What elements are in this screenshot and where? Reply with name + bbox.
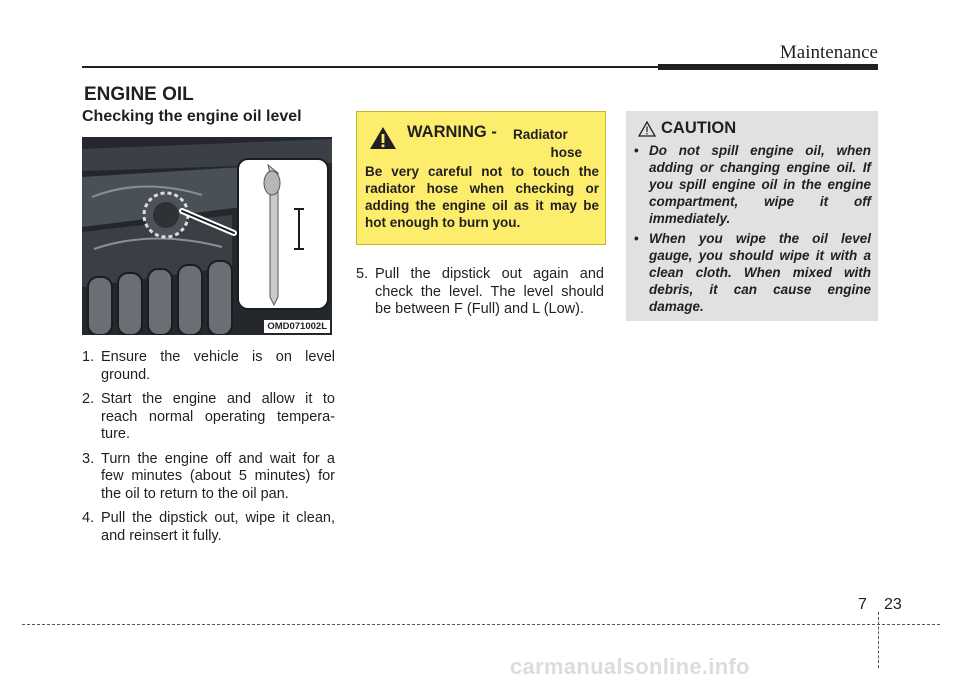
caution-box [626, 111, 878, 321]
page-number: 23 [884, 596, 902, 613]
caution-item: • Do not spill engine oil, when adding or changing engine oil. If you spill engine oil in the engine compartment, wipe it off immediately. [634, 143, 871, 226]
warning-text: Be very careful not to touch the radiator hose when checking or adding the engine oil as it may be hot enough to burn you. [365, 164, 599, 230]
steps-list [82, 349, 335, 552]
watermark: carmanualsonline.info [510, 654, 750, 679]
warning-title: WARNING - [407, 123, 497, 141]
warning-icon [369, 126, 397, 150]
warning-header [369, 122, 599, 162]
section-header: Maintenance [779, 42, 878, 63]
step-item [356, 266, 604, 319]
step-item [82, 451, 335, 504]
header-rule [82, 66, 658, 68]
caution-text: Do not spill engine oil, when adding or changing engine oil. If you spill engine oil in the engine compartment, wipe it off immediately. [649, 143, 871, 226]
step-text: Pull the dipstick out, wipe it clean, and reinsert it fully. [101, 510, 335, 544]
caution-item: • When you wipe the oil level gauge, you should wipe it with a clean cloth. When mixed with debris, it can cause engine damage. [634, 231, 871, 314]
step-item [82, 391, 335, 444]
engine-figure [82, 137, 332, 335]
step-number: 2. [82, 391, 95, 407]
caution-text: When you wipe the oil level gauge, you should wipe it with a clean cloth. When mixed with debris, it can cause engine damage. [649, 231, 871, 314]
engine-illustration [82, 137, 332, 335]
figure-code: OMD071002L [264, 320, 330, 333]
step-number: 3. [82, 450, 95, 467]
caution-title: CAUTION [661, 119, 737, 137]
step-text: Turn the engine off and wait for a few minutes (about 5 minutes) for the oil to return to the oil pan. [101, 450, 335, 502]
step-number: 4. [82, 510, 95, 526]
warning-subtitle: Radiator hose [513, 127, 583, 160]
step-text: Pull the dipstick out again and check the level. The level should be between F (Full) and L (Low). [375, 266, 604, 317]
header-rule-thick [658, 64, 878, 70]
step-text: Start the engine and allow it to reach normal operating tempera-ture. [101, 391, 335, 442]
section-subtitle: Checking the engine oil level [82, 108, 302, 125]
footer-divider [878, 612, 879, 668]
caution-list [634, 142, 871, 318]
footer-rule [22, 624, 940, 625]
page-title: ENGINE OIL [84, 84, 194, 105]
step-number: 1. [82, 349, 95, 365]
warning-box [356, 111, 606, 245]
step-number: 5. [356, 266, 369, 282]
caution-icon [638, 121, 656, 137]
step-item [82, 510, 335, 545]
chapter-number: 7 [858, 596, 867, 613]
step-text: Ensure the vehicle is on level ground. [101, 349, 335, 383]
step-item [82, 349, 335, 384]
